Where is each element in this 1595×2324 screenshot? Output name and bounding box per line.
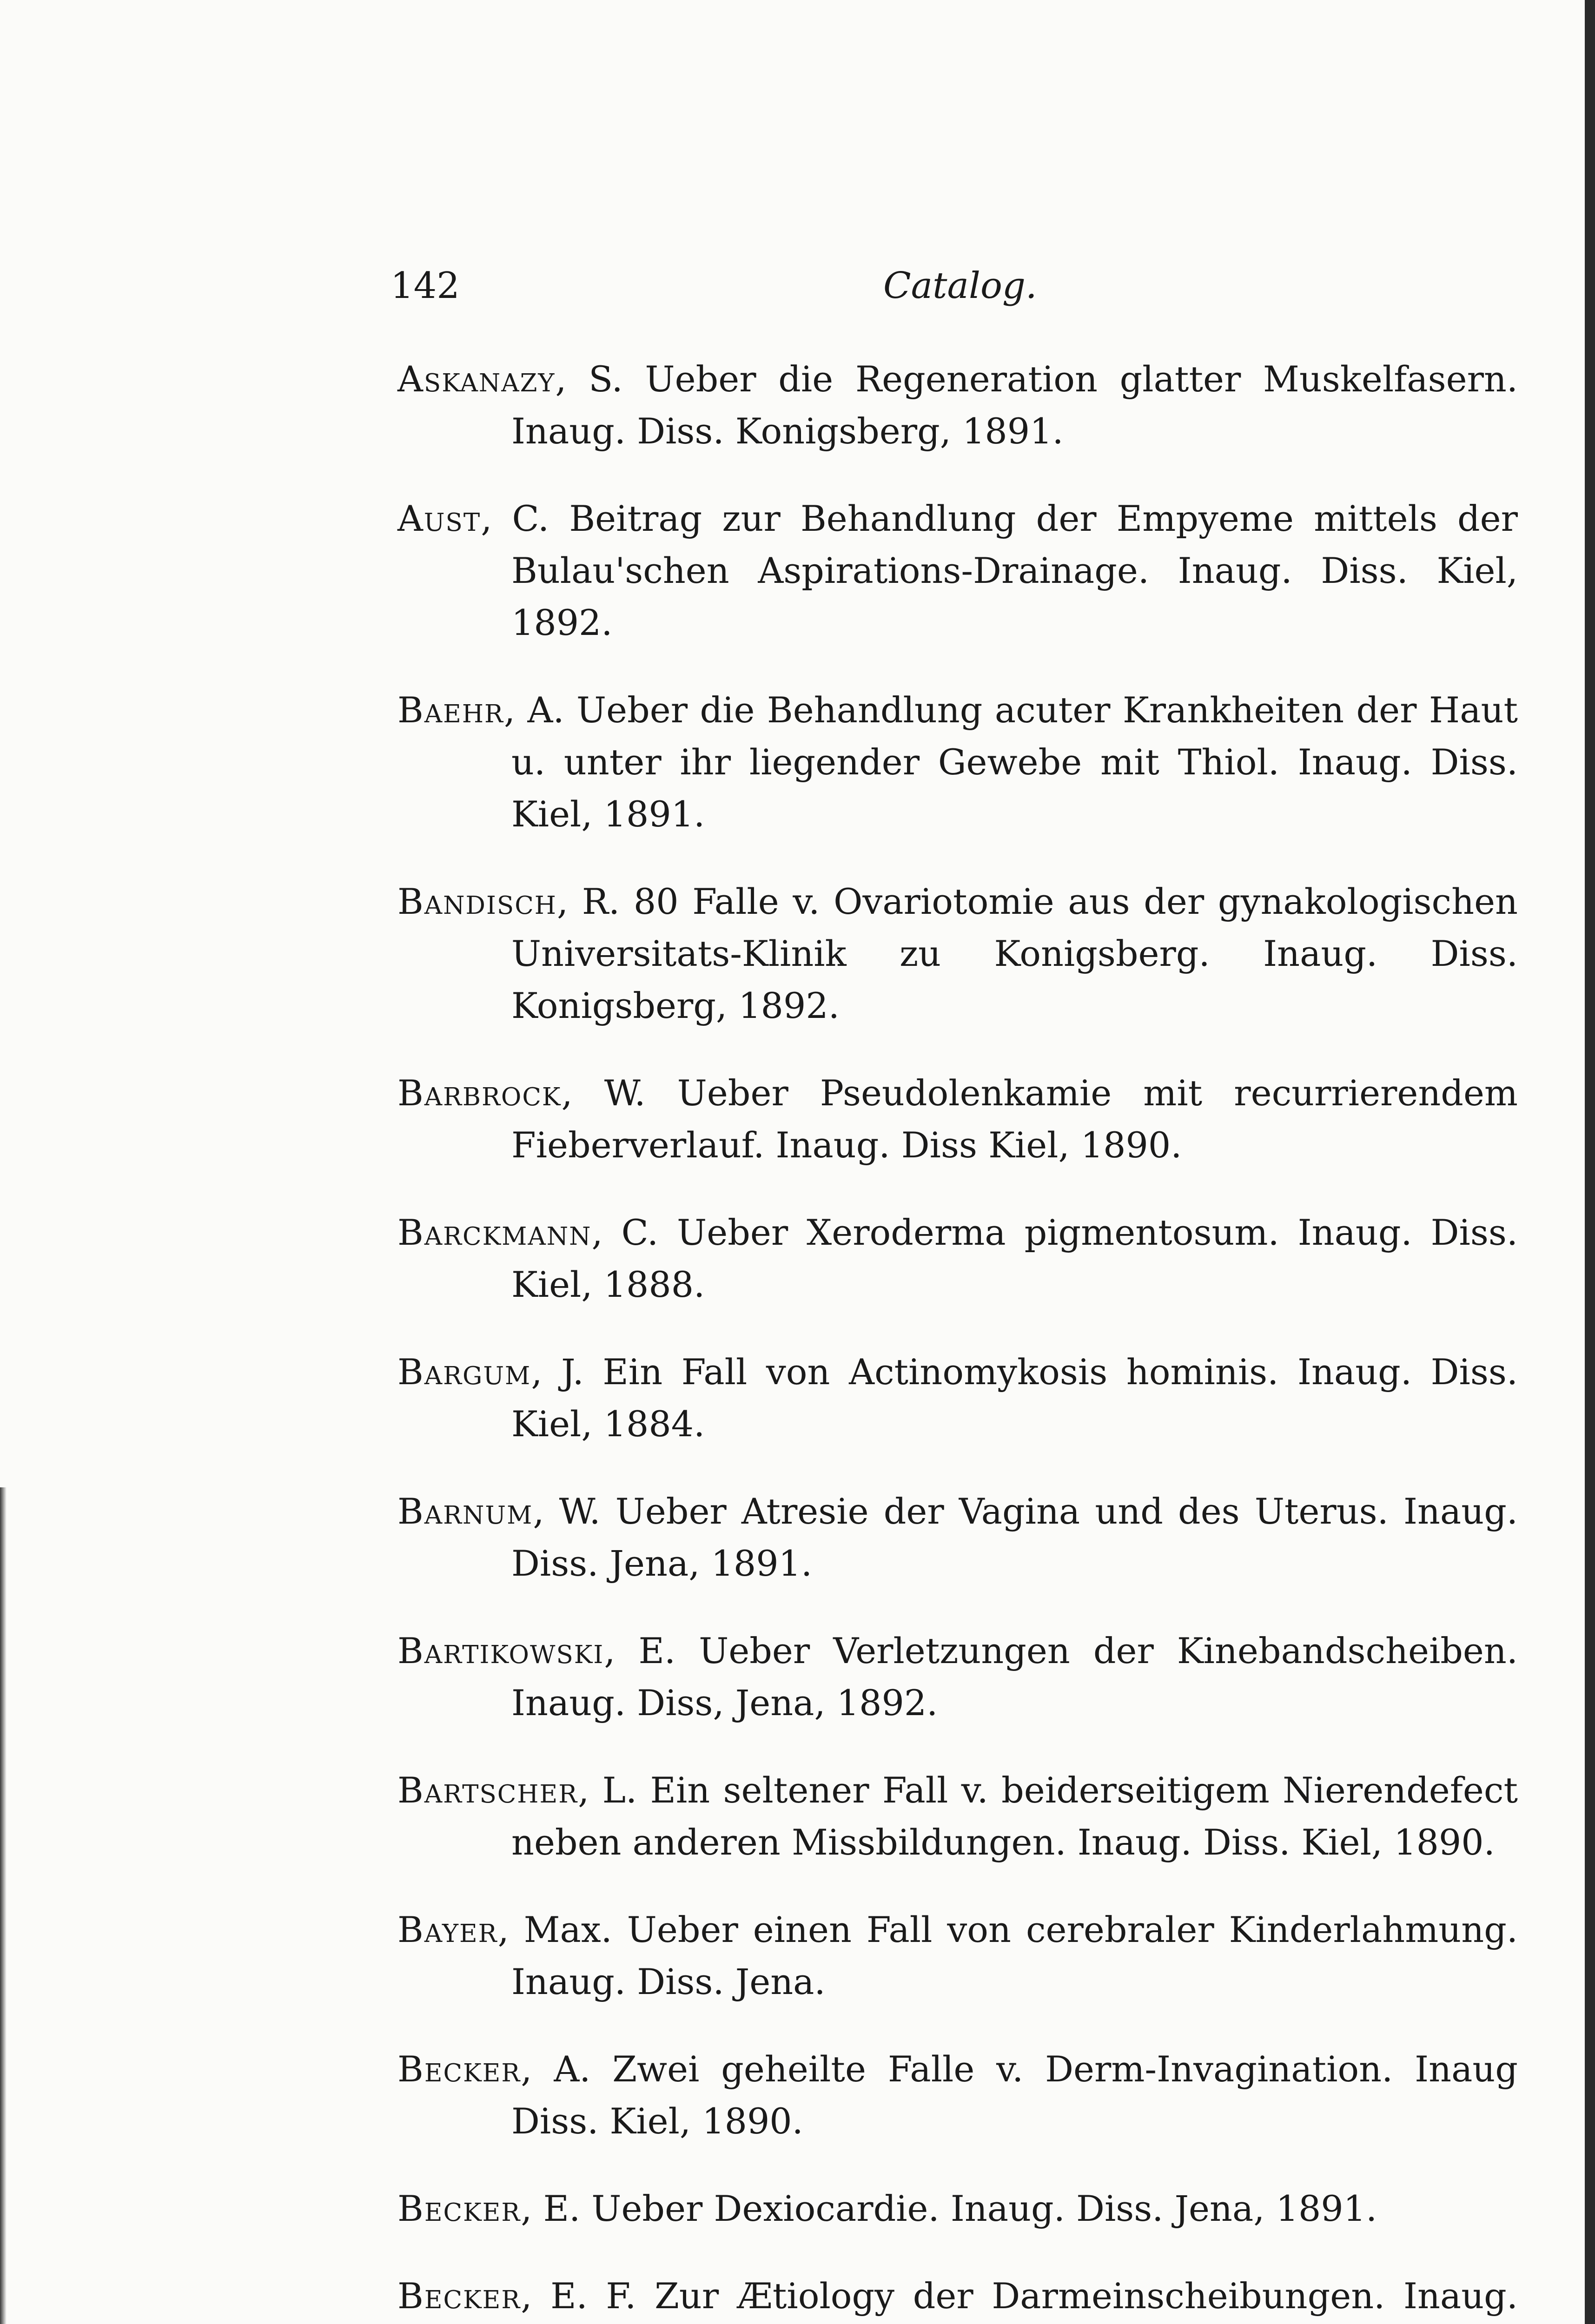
entry-author: Barbrock xyxy=(397,1072,562,1114)
catalog-entry xyxy=(397,1904,1518,2008)
entry-text: , S. Ueber die Regeneration glatter Muskelfasern. Inaug. Diss. Konigsberg, 1891. xyxy=(511,358,1518,452)
catalog-entry xyxy=(397,1207,1518,1311)
catalog-entry xyxy=(397,353,1518,457)
entry-author: Baehr xyxy=(397,689,504,731)
entry-text: , C. Ueber Xeroderma pigmentosum. Inaug. Diss. Kiel, 1888. xyxy=(511,1212,1518,1305)
binding-shadow xyxy=(0,1487,7,2324)
entry-author: Becker xyxy=(397,2048,521,2090)
entry-author: Bandisch xyxy=(397,881,557,922)
catalog-entry xyxy=(397,2183,1518,2235)
entry-author: Barckmann xyxy=(397,1212,592,1253)
scan-edge xyxy=(1585,0,1595,2324)
entry-text: , E. Ueber Dexiocardie. Inaug. Diss. Jena, 1891. xyxy=(521,2188,1377,2229)
catalog-entry xyxy=(397,2043,1518,2147)
entry-text: , E. Ueber Verletzungen der Kinebandscheiben. Inaug. Diss, Jena, 1892. xyxy=(511,1630,1518,1723)
catalog-entry xyxy=(397,1067,1518,1171)
catalog-entry xyxy=(397,1346,1518,1450)
entry-author: Bayer xyxy=(397,1909,498,1950)
entry-text: , E. F. Zur Ætiology der Darmeinscheibungen. Inaug. xyxy=(521,2275,1518,2317)
entry-author: Aust xyxy=(397,498,481,539)
entry-author: Bartscher xyxy=(397,1769,578,1811)
running-head: Catalog. xyxy=(883,265,1037,307)
entry-text: , A. Ueber die Behandlung acuter Krankheiten der Haut u. unter ihr liegender Gewebe mit Thiol. Inaug. Diss. Kiel, 1891. xyxy=(503,689,1518,835)
entry-text: , J. Ein Fall von Actinomykosis hominis. Inaug. Diss. Kiel, 1884. xyxy=(511,1351,1518,1445)
catalog-entry xyxy=(397,1486,1518,1590)
catalog-entry xyxy=(397,684,1518,840)
entry-text: , Max. Ueber einen Fall von cerebraler Kinderlahmung. Inaug. Diss. Jena. xyxy=(497,1909,1518,2002)
entry-text: , C. Beitrag zur Behandlung der Empyeme mittels der Bulau'schen Aspirations-Drainage. Inaug. Diss. Kiel, 1892. xyxy=(481,498,1518,643)
entry-text: , W. Ueber Atresie der Vagina und des Uterus. Inaug. Diss. Jena, 1891. xyxy=(511,1491,1518,1584)
entry-author: Barnum xyxy=(397,1491,533,1532)
entry-author: Bartikowski xyxy=(397,1630,604,1671)
page-number: 142 xyxy=(390,265,460,307)
page-header xyxy=(390,265,1516,321)
entry-author: Becker xyxy=(397,2275,521,2317)
entry-text: , L. Ein seltener Fall v. beiderseitigem Nierendefect neben anderen Missbildungen. Inaug. Diss. Kiel, 1890. xyxy=(511,1769,1518,1863)
entry-author: Becker xyxy=(397,2188,521,2229)
catalog-entry xyxy=(397,876,1518,1032)
entry-text: , W. Ueber Pseudolenkamie mit recurrierendem Fieberverlauf. Inaug. Diss Kiel, 1890. xyxy=(511,1072,1518,1166)
catalog-entry xyxy=(397,493,1518,649)
catalog-entry xyxy=(397,2270,1518,2324)
entry-author: Askanazy xyxy=(397,358,556,400)
catalog-entry xyxy=(397,1625,1518,1729)
entry-text: , A. Zwei geheilte Falle v. Derm-Invagination. Inaug Diss. Kiel, 1890. xyxy=(511,2048,1518,2142)
entry-author: Bargum xyxy=(397,1351,531,1393)
entry-text: , R. 80 Falle v. Ovariotomie aus der gynakologischen Universitats-Klinik zu Konigsberg. Inaug. Diss. Konigsberg, 1892. xyxy=(511,881,1518,1026)
catalog-entries xyxy=(397,353,1518,2324)
catalog-entry xyxy=(397,1764,1518,1868)
